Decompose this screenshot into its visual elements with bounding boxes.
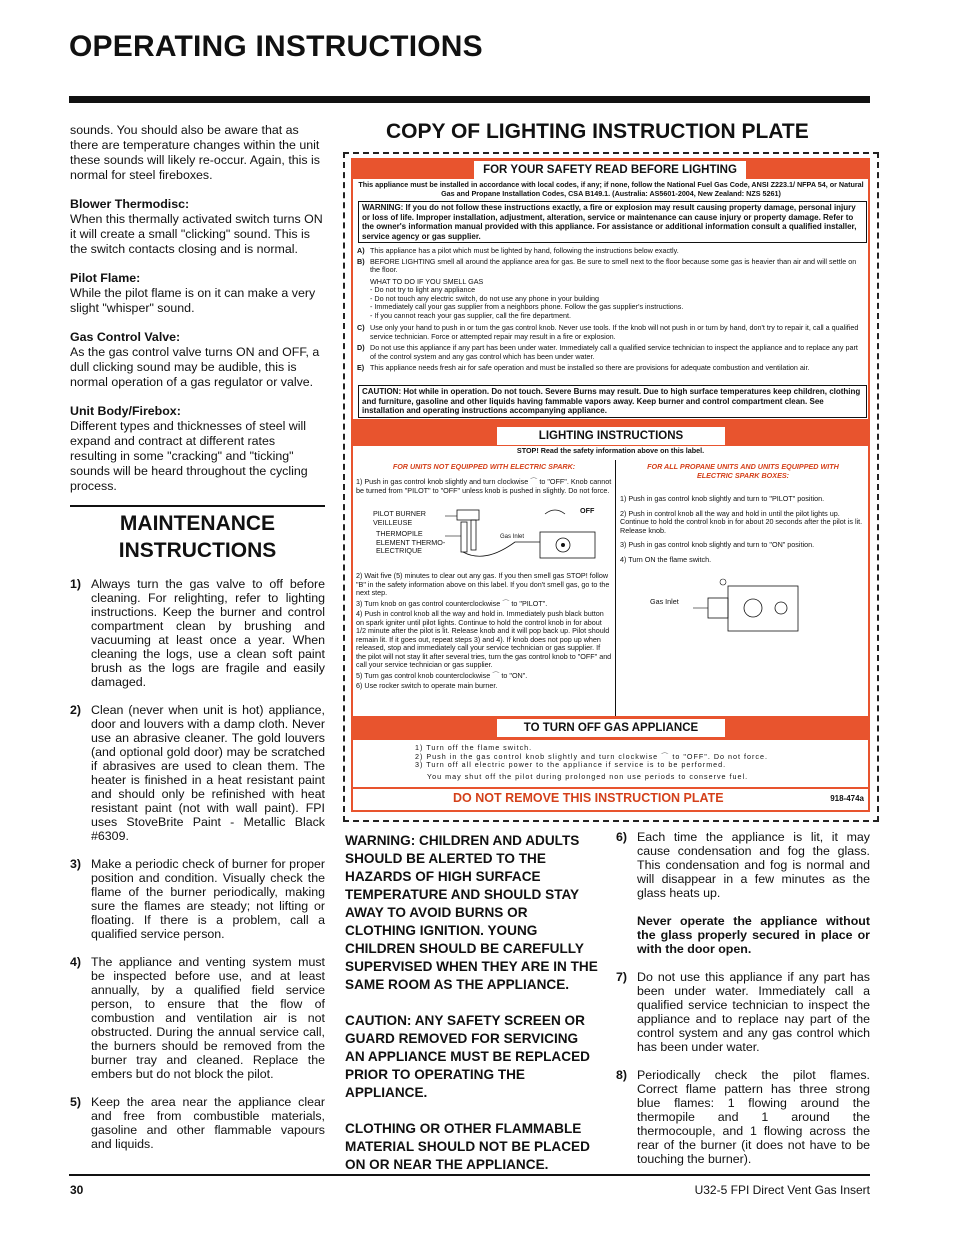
- sound-body: As the gas control valve turns ON and OFF, a dull clicking sound may be audible, this is normal operation of a gas regulator or valve.: [70, 345, 320, 389]
- item-key: B): [357, 256, 365, 266]
- safety-item: [357, 364, 865, 373]
- warning-paragraph: CLOTHING OR OTHER FLAMMABLE MATERIAL SHOULD NOT BE PLACED ON OR NEAR THE APPLIANCE.: [345, 1121, 590, 1172]
- lighting-header: LIGHTING INSTRUCTIONS: [497, 427, 725, 445]
- sound-heading: Unit Body/Firebox:: [70, 404, 181, 418]
- off-label: OFF: [580, 506, 595, 515]
- warning-paragraph: CAUTION: ANY SAFETY SCREEN OR GUARD REMOVED FOR SERVICING AN APPLIANCE MUST BE REPLACED PRIOR TO OPERATING THE APPLIANCE.: [345, 1013, 590, 1100]
- smell-line: - Do not try to light any appliance: [370, 285, 476, 294]
- item-number: 7): [616, 970, 628, 984]
- list-item: [70, 703, 325, 843]
- item-text: Each time the appliance is lit, it may cause condensation and fog the glass. This condensation and fog is normal and will disappear in a few minutes as the glass heats up.: [637, 830, 870, 900]
- turn-off-steps: [415, 744, 855, 781]
- safety-item: [357, 258, 865, 275]
- column-divider: [615, 460, 616, 716]
- smell-line: - Immediately call your gas supplier from a neighbors phone. Follow the gas supplier's instructions.: [370, 302, 684, 311]
- right-step: 2) Push in control knob all the way and hold in until the pilot lights up. Continue to hold the control knob in for about 20 seconds after the pilot is lit. Release knob.: [620, 508, 863, 535]
- gas-valve-diagram: [693, 576, 813, 646]
- bottom-rule: [69, 1174, 870, 1176]
- item-text: This appliance has a pilot which must be lighted by hand, following the instructions below exactly.: [370, 246, 679, 255]
- sound-heading: Gas Control Valve:: [70, 330, 181, 344]
- sound-item: [70, 404, 325, 494]
- item-text: This appliance needs fresh air for safe operation and must be installed so there are provisions for adequate combustion and ventilation air.: [370, 363, 810, 372]
- safety-item: [357, 247, 865, 256]
- item-text: Periodically check the pilot flames. Correct flame pattern has three strong blue flames: 1 flowing around the thermopile and 1 around the thermocouple, and 1 flowing across the rear of the burner (it does not have to be touching the burner).: [637, 1068, 870, 1166]
- off-note: You may shut off the pilot during prolonged non use periods to conserve fuel.: [427, 771, 749, 781]
- smell-line: - If you cannot reach your gas supplier, call the fire department.: [370, 310, 571, 320]
- off-step: 3) Turn off all electric power to the appliance if service is to be performed.: [415, 760, 727, 769]
- item-text: The appliance and venting system must be inspected before use, and at least annually, by a qualified field service person, to ensure that the flow of combustion and ventilation air is not obstructed. During the annual service call, the burners should be removed from the burner tray and cleaned. Replace the embers but do not block the pilot.: [91, 955, 325, 1081]
- warning-column: [345, 832, 599, 1192]
- left-step: 3) Turn knob on gas control counterclockwise ⌒ to "PILOT".: [356, 598, 548, 608]
- list-item: [70, 1095, 325, 1151]
- right-gas-inlet-label: Gas Inlet: [650, 597, 679, 606]
- item-number: 8): [616, 1068, 628, 1082]
- gas-inlet-label: Gas Inlet: [500, 534, 525, 540]
- item-text: Make a periodic check of burner for proper position and condition. Visually check the flame of the burner periodically, making sure the flames are steady; not lifting or floating. If there is a problem, call a qualified service person.: [91, 857, 325, 941]
- warning-box: WARNING: If you do not follow these instructions exactly, a fire or explosion may result causing property damage, personal injury or loss of life. Improper installation, adjustment, alteration, service or maintenance can cause injury or property damage. Refer to the owner's information manual provided with this appliance. For assistance or additional information consult a qualified installer, service agency or gas supplier.: [358, 201, 867, 243]
- left-step: 5) Turn gas control knob counterclockwise ⌒ to "ON".: [356, 670, 528, 680]
- install-note: This appliance must be installed in accordance with local codes, if any; if none, follow the National Fuel Gas Code, ANSI Z223.1/ NFPA 54, or Natural Gas and Propane Installation Codes, CSA B149.1. (Australia: AS5601-2004, New Zealand: NZS 5261): [358, 180, 864, 198]
- safety-header: FOR YOUR SAFETY READ BEFORE LIGHTING: [474, 161, 746, 179]
- item-number: 4): [70, 955, 82, 969]
- safety-item: [357, 324, 865, 341]
- left-step: 1) Push in gas control knob slightly and turn clockwise ⌒ to "OFF". Knob cannot be turned from "PILOT" to "OFF" unless knob is pushed in slightly. Do not force.: [356, 477, 612, 495]
- list-item: [70, 857, 325, 941]
- part-number: 918-474a: [830, 794, 864, 803]
- item-key: D): [357, 343, 365, 352]
- item-text: Clean (never when unit is hot) appliance, door and louvers with a damp cloth. Never use an abrasive cleaner. The gold louvers (and optional gold door) may be scratched if abrasives are used to clean them. The heater is finished in a heat resistant paint and should only be refinished with heat resistant paint (not with wall paint). FPI uses StoveBrite Paint - Metallic Black #6309.: [91, 703, 325, 843]
- right-step: 1) Push in gas control knob slightly and turn to "PILOT" position.: [620, 494, 825, 503]
- smell-heading: WHAT TO DO IF YOU SMELL GAS: [370, 276, 484, 286]
- left-step: 4) Push in control knob all the way and hold in. Immediately push black button on spark igniter until pilot lights. Continue to hold the control knob in for about 1/2 minute after the pilot is lit. Release knob and it will pop back up. Pilot should remain lit. If it goes out, repeat steps 3) and 4). If knob does not pop up when released, stop and immediately call your service technician or gas supplier. If the pilot will not stay lit after several tries, turn the gas control knob to "OFF" and call your service technician or gas supplier.: [356, 609, 612, 669]
- item-text: BEFORE LIGHTING smell all around the appliance area for gas. Be sure to smell next to the floor because some gas is heavier than air and will settle on the floor.: [370, 256, 857, 274]
- item-number: 3): [70, 857, 82, 871]
- page-number: 30: [70, 1183, 84, 1197]
- item-text: Do not use this appliance if any part has been under water. Immediately call a qualified service technician to inspect the appliance and to replace any part of the control system and any gas control which has been under water.: [370, 343, 858, 361]
- right-steps: [620, 495, 866, 564]
- item-text: Keep the area near the appliance clear and free from combustible materials, gasoline and other flammable vapours and liquids.: [91, 1095, 325, 1151]
- maintenance-rule: [70, 505, 325, 507]
- item-key: A): [357, 246, 365, 255]
- top-rule: [69, 96, 870, 103]
- off-step: 1) Turn off the flame switch.: [415, 743, 533, 752]
- safety-box: [353, 179, 868, 419]
- sound-item: [70, 197, 325, 257]
- item-key: C): [357, 323, 365, 332]
- list-item: [70, 577, 325, 689]
- item-number: 6): [616, 830, 628, 844]
- list-item: [616, 830, 870, 956]
- list-item: [616, 1068, 870, 1166]
- item-number: 2): [70, 703, 82, 717]
- thermopile-label: THERMOPILE ELEMENT THERMO-ELECTRIQUE: [376, 529, 446, 555]
- item-text: Use only your hand to push in or turn the gas control knob. Never use tools. If the knob will not push in or turn by hand, don't try to repair it, call a qualified service technician. Force or attempted repair may result in a fire or explosion.: [370, 323, 859, 341]
- list-item: [616, 970, 870, 1054]
- right-subheading: FOR ALL PROPANE UNITS AND UNITS EQUIPPED WITH ELECTRIC SPARK BOXES:: [647, 462, 839, 480]
- turn-off-header: TO TURN OFF GAS APPLIANCE: [497, 719, 725, 737]
- item-key: E): [357, 363, 365, 372]
- do-not-remove-text: DO NOT REMOVE THIS INSTRUCTION PLATE: [453, 791, 724, 805]
- sound-body: Different types and thicknesses of steel will expand and contract at different rates resulting in some "cracking" and "ticking" sounds will be heard throughout the cycling process.: [70, 419, 308, 493]
- maintenance-title: MAINTENANCE INSTRUCTIONS: [118, 512, 277, 562]
- left-step: 2) Wait five (5) minutes to clear out any gas. If you then smell gas STOP! follow "B" in the safety information above on this label. If you don't smell gas, go to the next step.: [356, 571, 610, 597]
- right-step: 4) Turn ON the flame switch.: [620, 554, 712, 564]
- caution-box: CAUTION: Hot while in operation. Do not touch. Severe Burns may result. Due to high surface temperatures keep children, clothing and furniture, gasoline and other liquids having fammable vapors away. Keep burner and control compartment clean. See installation and operating instructions accompanying appliance.: [358, 385, 867, 418]
- right-step: 3) Push in gas control knob slightly and turn to "ON" position.: [620, 540, 815, 549]
- item-text: Do not use this appliance if any part has been under water. Immediately call a qualified service technician to inspect the appliance and to replace nay part of the control system and any gas control which has been under water.: [637, 970, 870, 1054]
- do-not-remove-box: [353, 789, 868, 810]
- off-step: 2) Push in the gas control knob slightly and turn clockwise ⌒ to "OFF". Do not force.: [415, 751, 768, 761]
- item-bold-text: Never operate the appliance without the glass properly secured in place or with the door open.: [637, 914, 870, 956]
- warning-paragraph: WARNING: CHILDREN AND ADULTS SHOULD BE ALERTED TO THE HAZARDS OF HIGH SURFACE TEMPERATURE AND SHOULD STAY AWAY TO AVOID BURNS OR CLOTHING IGNITION. YOUNG CHILDREN SHOULD BE CAREFULLY SUPERVISED WHEN THEY ARE IN THE SAME ROOM AS THE APPLIANCE.: [345, 833, 598, 992]
- intro-paragraph: sounds. You should also be aware that as there are temperature changes within the unit these sounds will likely re-occur. Again, this is normal for steel fireboxes.: [70, 123, 320, 182]
- left-subheading: FOR UNITS NOT EQUIPPED WITH ELECTRIC SPARK:: [392, 462, 576, 471]
- plate-title: COPY OF LIGHTING INSTRUCTION PLATE: [386, 120, 809, 143]
- sound-heading: Pilot Flame:: [70, 271, 141, 285]
- list-item: [70, 955, 325, 1081]
- item-number: 1): [70, 577, 82, 591]
- left-step: 6) Use rocker switch to operate main burner.: [356, 681, 498, 690]
- left-steps: [356, 572, 612, 691]
- item-content: [637, 830, 870, 956]
- item-number: 5): [70, 1095, 82, 1109]
- document-title: U32-5 FPI Direct Vent Gas Insert: [694, 1183, 870, 1197]
- sound-heading: Blower Thermodisc:: [70, 197, 190, 211]
- sound-body: While the pilot flame is on it can make a very slight "whisper" sound.: [70, 286, 316, 315]
- item-text: Always turn the gas valve to off before cleaning. For relighting, refer to lighting instructions. Keep the burner and control compartment clean by brushing and vacuuming at least once a year. When cleaning the logs, use a clean soft paint brush as the logs are fragile and easily damaged.: [91, 577, 325, 689]
- sound-item: [70, 330, 325, 390]
- turn-off-box: [353, 740, 868, 787]
- smell-line: - Do not touch any electric switch, do not use any phone in your building: [370, 293, 599, 303]
- maintenance-list: [70, 577, 325, 1165]
- sound-body: When this thermally activated switch turns ON it will create a small "clicking" sound. This is the switch contacts closing and is normal.: [70, 212, 323, 256]
- pilot-burner-label: PILOT BURNER VEILLEUSE: [373, 509, 426, 527]
- safety-item: [357, 344, 865, 361]
- page-title: OPERATING INSTRUCTIONS: [69, 30, 483, 63]
- sounds-column: [70, 123, 325, 508]
- sound-item: [70, 271, 325, 316]
- smell-gas-list: [357, 278, 865, 321]
- safety-items: [357, 247, 865, 373]
- stop-note: STOP! Read the safety information above on this label.: [516, 446, 705, 455]
- lighting-box: [353, 446, 868, 716]
- right-list: [616, 830, 870, 1180]
